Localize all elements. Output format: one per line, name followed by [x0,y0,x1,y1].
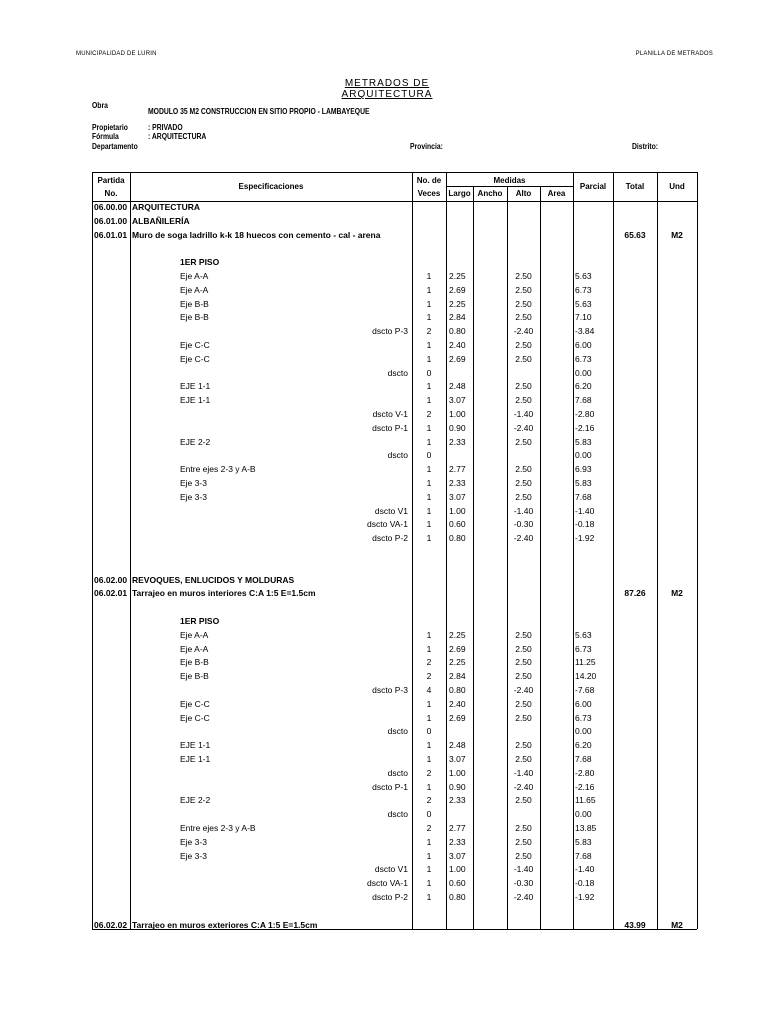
unit-value: M2 [671,229,683,240]
alto-value: -1.40 [513,864,534,875]
discount-label: dscto P-1 [372,781,408,792]
parcial-value: 6.73 [575,712,592,723]
table-rule [92,201,697,202]
alto-value: -1.40 [513,767,534,778]
table-column-rule [92,172,93,929]
row-description: Eje 3-3 [180,478,207,488]
largo-value: 2.84 [449,312,466,323]
parcial-value: -2.16 [575,422,595,433]
parcial-value: 7.68 [575,850,592,861]
veces-value: 1 [426,353,432,364]
parcial-value: 13.85 [575,823,597,833]
parcial-value: 5.83 [575,436,592,447]
alto-value: 2.50 [515,298,532,309]
header-parcial: Parcial [579,182,607,191]
veces-value: 0 [426,450,432,461]
veces-value: 4 [426,685,432,695]
distrito-label: Distrito: [632,142,659,151]
row-description: EJE 2-2 [180,436,211,447]
discount-label: dscto [387,450,408,461]
discount-label: dscto [387,767,408,778]
table-column-rule [412,172,413,929]
provincia-label: Provincia: [410,142,443,151]
item-description: Muro de soga ladrillo k-k 18 huecos con cemento - cal - arena [132,229,381,240]
veces-value: 1 [426,298,432,309]
parcial-value: 11.65 [575,795,596,806]
row-description: Eje C-C [180,353,210,364]
row-description: EJE 1-1 [180,754,211,764]
alto-value: 2.50 [515,491,532,502]
item-description: Tarrajeo en muros interiores C:A 1:5 E=1.5cm [132,588,316,599]
veces-value: 1 [426,505,432,516]
veces-value: 1 [426,629,432,640]
parcial-value: 6.00 [575,340,592,350]
section-title: REVOQUES, ENLUCIDOS Y MOLDURAS [132,574,295,585]
alto-value: -2.40 [513,892,534,902]
veces-value: 2 [426,823,432,833]
alto-value: 2.50 [515,754,532,764]
veces-value: 1 [426,464,432,475]
alto-value: -2.40 [513,685,534,695]
parcial-value: 7.68 [575,491,592,502]
veces-value: 1 [426,436,432,447]
largo-value: 2.69 [449,284,466,295]
largo-value: 0.90 [449,422,466,433]
veces-value: 1 [426,754,432,764]
header-alto: Alto [515,189,532,198]
alto-value: 2.50 [515,436,532,447]
largo-value: 3.07 [449,850,466,861]
item-description: Tarrajeo en muros exteriores C:A 1:5 E=1.5cm [132,919,318,930]
veces-value: 2 [426,326,432,337]
alto-value: -0.30 [513,878,534,889]
section-title: ARQUITECTURA [132,202,200,212]
discount-label: dscto VA-1 [367,878,408,889]
header-medidas: Medidas [493,176,526,185]
veces-value: 2 [426,409,432,419]
partida-code: 06.00.00 [94,202,128,212]
parcial-value: 0.00 [575,809,592,820]
veces-value: 1 [426,533,432,544]
parcial-value: -2.80 [575,409,595,419]
veces-value: 1 [426,781,432,792]
row-description: 1ER PISO [180,257,220,268]
partida-code: 06.02.02 [94,919,128,930]
row-description: Eje A-A [180,284,209,295]
veces-value: 1 [426,519,432,530]
largo-value: 0.80 [449,326,466,337]
largo-value: 2.69 [449,643,466,654]
alto-value: 2.50 [515,740,532,751]
veces-value: 1 [426,491,432,502]
header-area: Area [547,189,566,198]
section-title: ALBAÑILERÍA [132,215,190,226]
obra-label: Obra [92,101,108,110]
alto-value: -1.40 [513,505,534,516]
discount-label: dscto P-2 [372,533,408,544]
parcial-value: 6.73 [575,643,592,654]
alto-value: 2.50 [515,643,532,654]
parcial-value: 6.73 [575,284,592,295]
obra-value: MODULO 35 M2 CONSTRUCCION EN SITIO PROPIO - LAMBAYEQUE [148,107,370,116]
alto-value: -1.40 [513,409,534,419]
veces-value: 1 [426,643,432,654]
alto-value: 2.50 [515,823,532,833]
row-description: 1ER PISO [180,616,220,626]
table-column-rule [446,172,447,929]
partida-code: 06.02.00 [94,574,128,585]
largo-value: 1.00 [449,767,466,778]
veces-value: 1 [426,712,432,723]
table-column-rule [657,172,658,929]
discount-label: dscto [387,726,408,737]
discount-label: dscto VA-1 [367,519,408,530]
parcial-value: 7.10 [575,312,592,323]
parcial-value: -3.84 [575,326,595,337]
alto-value: 2.50 [515,381,532,392]
veces-value: 2 [426,795,432,806]
veces-value: 0 [426,726,432,737]
partida-code: 06.02.01 [94,588,128,599]
largo-value: 1.00 [449,864,466,875]
formula-value: : ARQUITECTURA [148,132,207,141]
alto-value: 2.50 [515,271,532,281]
table-rule [446,186,573,187]
largo-value: 0.90 [449,781,466,792]
table-column-rule [540,186,541,929]
veces-value: 1 [426,864,432,875]
largo-value: 0.80 [449,533,466,544]
parcial-value: 6.00 [575,698,592,709]
header-no: No. [104,189,118,198]
document-type-header: PLANILLA DE METRADOS [635,51,713,57]
row-description: Eje B-B [180,657,209,668]
formula-label: Fórmula [92,132,119,141]
parcial-value: -1.40 [575,864,595,875]
largo-value: 2.40 [449,698,466,709]
largo-value: 2.25 [449,657,466,668]
veces-value: 1 [426,381,432,392]
parcial-value: 6.20 [575,740,592,751]
largo-value: 0.60 [449,878,466,889]
propietario-value: : PRIVADO [148,123,183,132]
total-value: 43.99 [624,919,646,930]
parcial-value: -2.16 [575,781,595,792]
largo-value: 2.33 [449,436,466,447]
parcial-value: -2.80 [575,767,595,778]
table-column-rule [130,172,131,929]
alto-value: 2.50 [515,671,532,682]
alto-value: 2.50 [515,698,532,709]
parcial-value: 11.25 [575,657,596,668]
veces-value: 1 [426,284,432,295]
header-largo: Largo [448,189,471,198]
alto-value: -0.30 [513,519,534,530]
header-und: Und [669,182,685,191]
parcial-value: 5.83 [575,836,592,847]
alto-value: 2.50 [515,464,532,475]
row-description: Eje 3-3 [180,850,207,861]
largo-value: 3.07 [449,491,466,502]
discount-label: dscto P-2 [372,892,408,902]
alto-value: 2.50 [515,284,532,295]
largo-value: 2.84 [449,671,466,682]
table-rule [92,929,697,930]
row-description: Entre ejes 2-3 y A-B [180,464,256,475]
partida-code: 06.01.01 [94,229,128,240]
row-description: Eje 3-3 [180,836,207,847]
largo-value: 1.00 [449,505,466,516]
table-column-rule [613,172,614,929]
alto-value: 2.50 [515,395,532,406]
alto-value: 2.50 [515,712,532,723]
veces-value: 2 [426,767,432,778]
veces-value: 1 [426,340,432,350]
parcial-value: 5.63 [575,271,592,281]
page-title: METRADOS DE ARQUITECTURA [341,78,433,100]
discount-label: dscto V-1 [372,409,408,419]
discount-label: dscto V1 [374,505,408,516]
alto-value: 2.50 [515,850,532,861]
parcial-value: 14.20 [575,671,597,682]
parcial-value: 0.00 [575,450,592,461]
largo-value: 2.69 [449,712,466,723]
total-value: 87.26 [624,588,646,599]
parcial-value: 7.68 [575,395,592,406]
discount-label: dscto [387,809,408,820]
largo-value: 2.25 [449,629,466,640]
metrados-table [92,172,697,929]
alto-value: -2.40 [513,781,534,792]
parcial-value: 6.73 [575,353,592,364]
largo-value: 2.33 [449,478,466,488]
table-rule [92,172,697,173]
alto-value: 2.50 [515,340,532,350]
largo-value: 2.48 [449,740,466,751]
row-description: EJE 1-1 [180,381,211,392]
parcial-value: 6.93 [575,464,592,475]
parcial-value: -0.18 [575,878,595,889]
veces-value: 1 [426,850,432,861]
veces-value: 1 [426,878,432,889]
parcial-value: -0.18 [575,519,595,530]
largo-value: 0.60 [449,519,466,530]
parcial-value: -7.68 [575,685,595,695]
departamento-label: Departamento [92,142,138,151]
largo-value: 2.77 [449,464,466,475]
discount-label: dscto P-3 [372,326,408,337]
veces-value: 1 [426,395,432,406]
parcial-value: -1.92 [575,892,595,902]
largo-value: 2.69 [449,353,466,364]
row-description: Eje 3-3 [180,491,207,502]
largo-value: 2.25 [449,298,466,309]
alto-value: 2.50 [515,629,532,640]
table-column-rule [507,186,508,929]
veces-value: 1 [426,698,432,709]
alto-value: 2.50 [515,836,532,847]
propietario-label: Propietario [92,123,128,132]
largo-value: 3.07 [449,395,466,406]
parcial-value: -1.40 [575,505,595,516]
total-value: 65.63 [624,229,646,240]
discount-label: dscto P-1 [372,422,408,433]
row-description: Eje A-A [180,629,209,640]
row-description: EJE 1-1 [180,395,211,406]
alto-value: 2.50 [515,795,532,806]
row-description: Eje B-B [180,312,209,323]
veces-value: 1 [426,312,432,323]
alto-value: 2.50 [515,657,532,668]
unit-value: M2 [671,919,683,930]
largo-value: 2.77 [449,823,466,833]
veces-value: 0 [426,809,432,820]
veces-value: 1 [426,478,432,488]
largo-value: 2.40 [449,340,466,350]
table-column-rule [473,186,474,929]
veces-value: 1 [426,836,432,847]
table-column-rule [697,172,698,929]
alto-value: 2.50 [515,312,532,323]
largo-value: 2.25 [449,271,466,281]
header-no-de: No. de [416,176,442,185]
parcial-value: 6.20 [575,381,592,392]
largo-value: 1.00 [449,409,466,419]
veces-value: 0 [426,367,432,378]
parcial-value: 0.00 [575,367,592,378]
unit-value: M2 [671,588,683,599]
header-especificaciones: Especificaciones [238,182,304,191]
row-description: Eje A-A [180,643,209,654]
largo-value: 2.48 [449,381,466,392]
alto-value: -2.40 [513,533,534,544]
veces-value: 1 [426,271,432,281]
largo-value: 0.80 [449,892,466,902]
partida-code: 06.01.00 [94,215,128,226]
row-description: Eje C-C [180,712,210,723]
alto-value: 2.50 [515,353,532,364]
parcial-value: 5.83 [575,478,592,488]
parcial-value: 5.63 [575,629,592,640]
discount-label: dscto [387,367,408,378]
municipality-header: MUNICIPALIDAD DE LURIN [76,51,157,57]
parcial-value: 5.63 [575,298,592,309]
largo-value: 2.33 [449,836,466,847]
veces-value: 2 [426,657,432,668]
alto-value: 2.50 [515,478,532,488]
largo-value: 3.07 [449,754,466,764]
row-description: EJE 1-1 [180,740,211,751]
row-description: Eje B-B [180,298,209,309]
alto-value: -2.40 [513,422,534,433]
discount-label: dscto V1 [374,864,408,875]
row-description: Eje B-B [180,671,209,682]
largo-value: 2.33 [449,795,466,806]
veces-value: 2 [426,671,432,682]
veces-value: 1 [426,422,432,433]
row-description: Eje C-C [180,698,210,709]
table-column-rule [573,172,574,929]
row-description: Entre ejes 2-3 y A-B [180,823,256,833]
veces-value: 1 [426,740,432,751]
header-partida: Partida [97,176,125,185]
row-description: EJE 2-2 [180,795,211,806]
row-description: Eje A-A [180,271,209,281]
alto-value: -2.40 [513,326,534,337]
header-total: Total [625,182,645,191]
parcial-value: 0.00 [575,726,592,737]
veces-value: 1 [426,892,432,902]
row-description: Eje C-C [180,340,210,350]
header-ancho: Ancho [477,189,503,198]
header-veces: Veces [417,189,441,198]
discount-label: dscto P-3 [372,685,408,695]
parcial-value: 7.68 [575,754,592,764]
largo-value: 0.80 [449,685,466,695]
parcial-value: -1.92 [575,533,595,544]
